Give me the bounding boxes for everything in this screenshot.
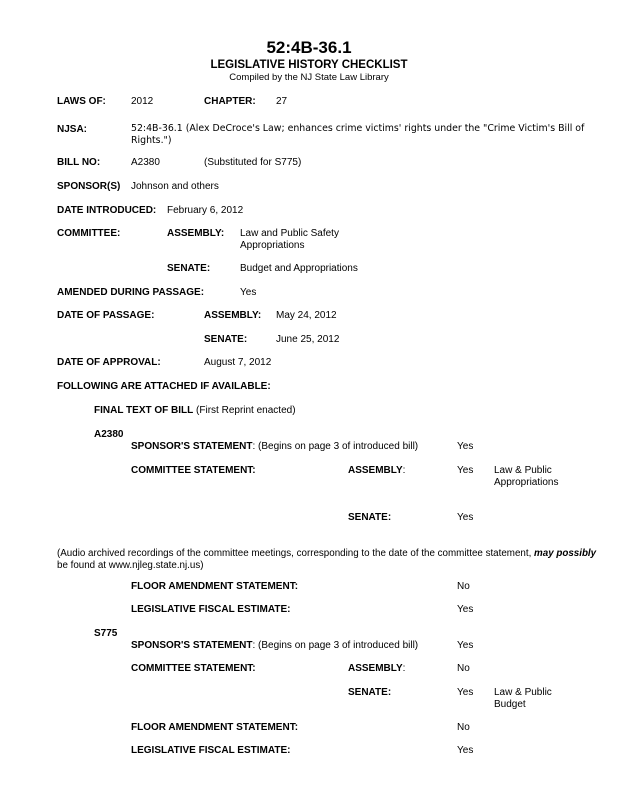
a2380-senate-label: SENATE: xyxy=(348,512,392,523)
final-text-line xyxy=(94,405,296,417)
sponsor-label: SPONSOR(S) xyxy=(57,181,121,192)
chapter-label: CHAPTER: xyxy=(204,96,256,107)
bill-a2380-label: A2380 xyxy=(94,429,124,440)
a2380-sponsor-statement xyxy=(131,441,418,453)
final-text-label: FINAL TEXT OF BILL xyxy=(94,405,194,416)
committee-assembly-line1: Law and Public Safety xyxy=(240,228,339,239)
committee-label: COMMITTEE: xyxy=(57,228,121,239)
a2380-fiscal-value: Yes xyxy=(457,604,474,615)
s775-committee-label: COMMITTEE STATEMENT: xyxy=(131,663,256,674)
laws-of-value: 2012 xyxy=(131,96,154,107)
a2380-assembly-label: ASSEMBLY xyxy=(348,465,403,476)
bill-s775-label: S775 xyxy=(94,628,118,639)
statute-number: 52:4B-36.1 xyxy=(266,38,352,57)
bill-no-value: A2380 xyxy=(131,157,160,168)
passage-senate-value: June 25, 2012 xyxy=(276,334,340,345)
laws-of-label: LAWS OF: xyxy=(57,96,106,107)
s775-assembly-value: No xyxy=(457,663,470,674)
compiled-by: Compiled by the NJ State Law Library xyxy=(229,72,389,83)
s775-fiscal-value: Yes xyxy=(457,745,474,756)
s775-assembly-label: ASSEMBLY xyxy=(348,663,403,674)
amended-value: Yes xyxy=(240,287,257,298)
passage-assembly-value: May 24, 2012 xyxy=(276,310,337,321)
committee-senate-label: SENATE: xyxy=(167,263,211,274)
final-text-note: (First Reprint enacted) xyxy=(196,405,296,416)
date-introduced-label: DATE INTRODUCED: xyxy=(57,205,157,216)
date-introduced-value: February 6, 2012 xyxy=(167,205,244,216)
following-heading: FOLLOWING ARE ATTACHED IF AVAILABLE: xyxy=(57,381,271,392)
njsa-label: NJSA: xyxy=(57,124,88,135)
a2380-assembly-value: Yes xyxy=(457,465,474,476)
a2380-floor-value: No xyxy=(457,581,470,592)
s775-sponsor-value: Yes xyxy=(457,640,474,651)
bill-substituted: (Substituted for S775) xyxy=(204,157,302,168)
s775-senate-committee-2: Budget xyxy=(494,699,526,710)
committee-assembly-line2: Appropriations xyxy=(240,240,305,251)
a2380-assembly-committee-2: Appropriations xyxy=(494,477,559,488)
s775-floor-value: No xyxy=(457,722,470,733)
approval-label: DATE OF APPROVAL: xyxy=(57,357,161,368)
passage-senate-label: SENATE: xyxy=(204,334,248,345)
sponsor-value: Johnson and others xyxy=(131,181,219,192)
s775-senate-committee-1: Law & Public xyxy=(494,687,552,698)
a2380-committee-label: COMMITTEE STATEMENT: xyxy=(131,465,256,476)
a2380-sponsor-note: : (Begins on page 3 of introduced bill) xyxy=(252,441,419,452)
committee-senate-value: Budget and Appropriations xyxy=(240,263,358,274)
chapter-value: 27 xyxy=(276,96,288,107)
audio-note-text1: (Audio archived recordings of the committee meetings, corresponding to the date of the committee statement, xyxy=(57,548,535,559)
s775-senate-value: Yes xyxy=(457,687,474,698)
s775-sponsor-note: : (Begins on page 3 of introduced bill) xyxy=(252,640,419,651)
audio-archive-note xyxy=(57,548,597,572)
njsa-description: 52:4B-36.1 (Alex DeCroce's Law; enhances crime victims' rights under the "Crime Victim's Bill of Rights.") xyxy=(131,123,585,146)
page-title: LEGISLATIVE HISTORY CHECKLIST xyxy=(210,59,408,71)
approval-value: August 7, 2012 xyxy=(204,357,272,368)
audio-note-emphasis: may possibly xyxy=(534,548,597,559)
a2380-assembly-line: ASSEMBLY: xyxy=(348,465,406,476)
a2380-senate-value: Yes xyxy=(457,512,474,523)
s775-fiscal-label: LEGISLATIVE FISCAL ESTIMATE: xyxy=(131,745,291,756)
s775-sponsor-statement xyxy=(131,640,418,652)
a2380-assembly-committee-1: Law & Public xyxy=(494,465,552,476)
amended-label: AMENDED DURING PASSAGE: xyxy=(57,287,205,298)
s775-senate-label: SENATE: xyxy=(348,687,392,698)
s775-assembly-line: ASSEMBLY: xyxy=(348,663,406,674)
a2380-floor-label: FLOOR AMENDMENT STATEMENT: xyxy=(131,581,299,592)
s775-sponsor-label: SPONSOR'S STATEMENT xyxy=(131,640,253,651)
passage-label: DATE OF PASSAGE: xyxy=(57,310,155,321)
audio-note-text2: be found at www.njleg.state.nj.us) xyxy=(57,560,204,571)
committee-assembly-label: ASSEMBLY: xyxy=(167,228,225,239)
a2380-fiscal-label: LEGISLATIVE FISCAL ESTIMATE: xyxy=(131,604,291,615)
s775-floor-label: FLOOR AMENDMENT STATEMENT: xyxy=(131,722,299,733)
a2380-sponsor-label: SPONSOR'S STATEMENT xyxy=(131,441,253,452)
passage-assembly-label: ASSEMBLY: xyxy=(204,310,262,321)
a2380-sponsor-value: Yes xyxy=(457,441,474,452)
bill-no-label: BILL NO: xyxy=(57,157,101,168)
